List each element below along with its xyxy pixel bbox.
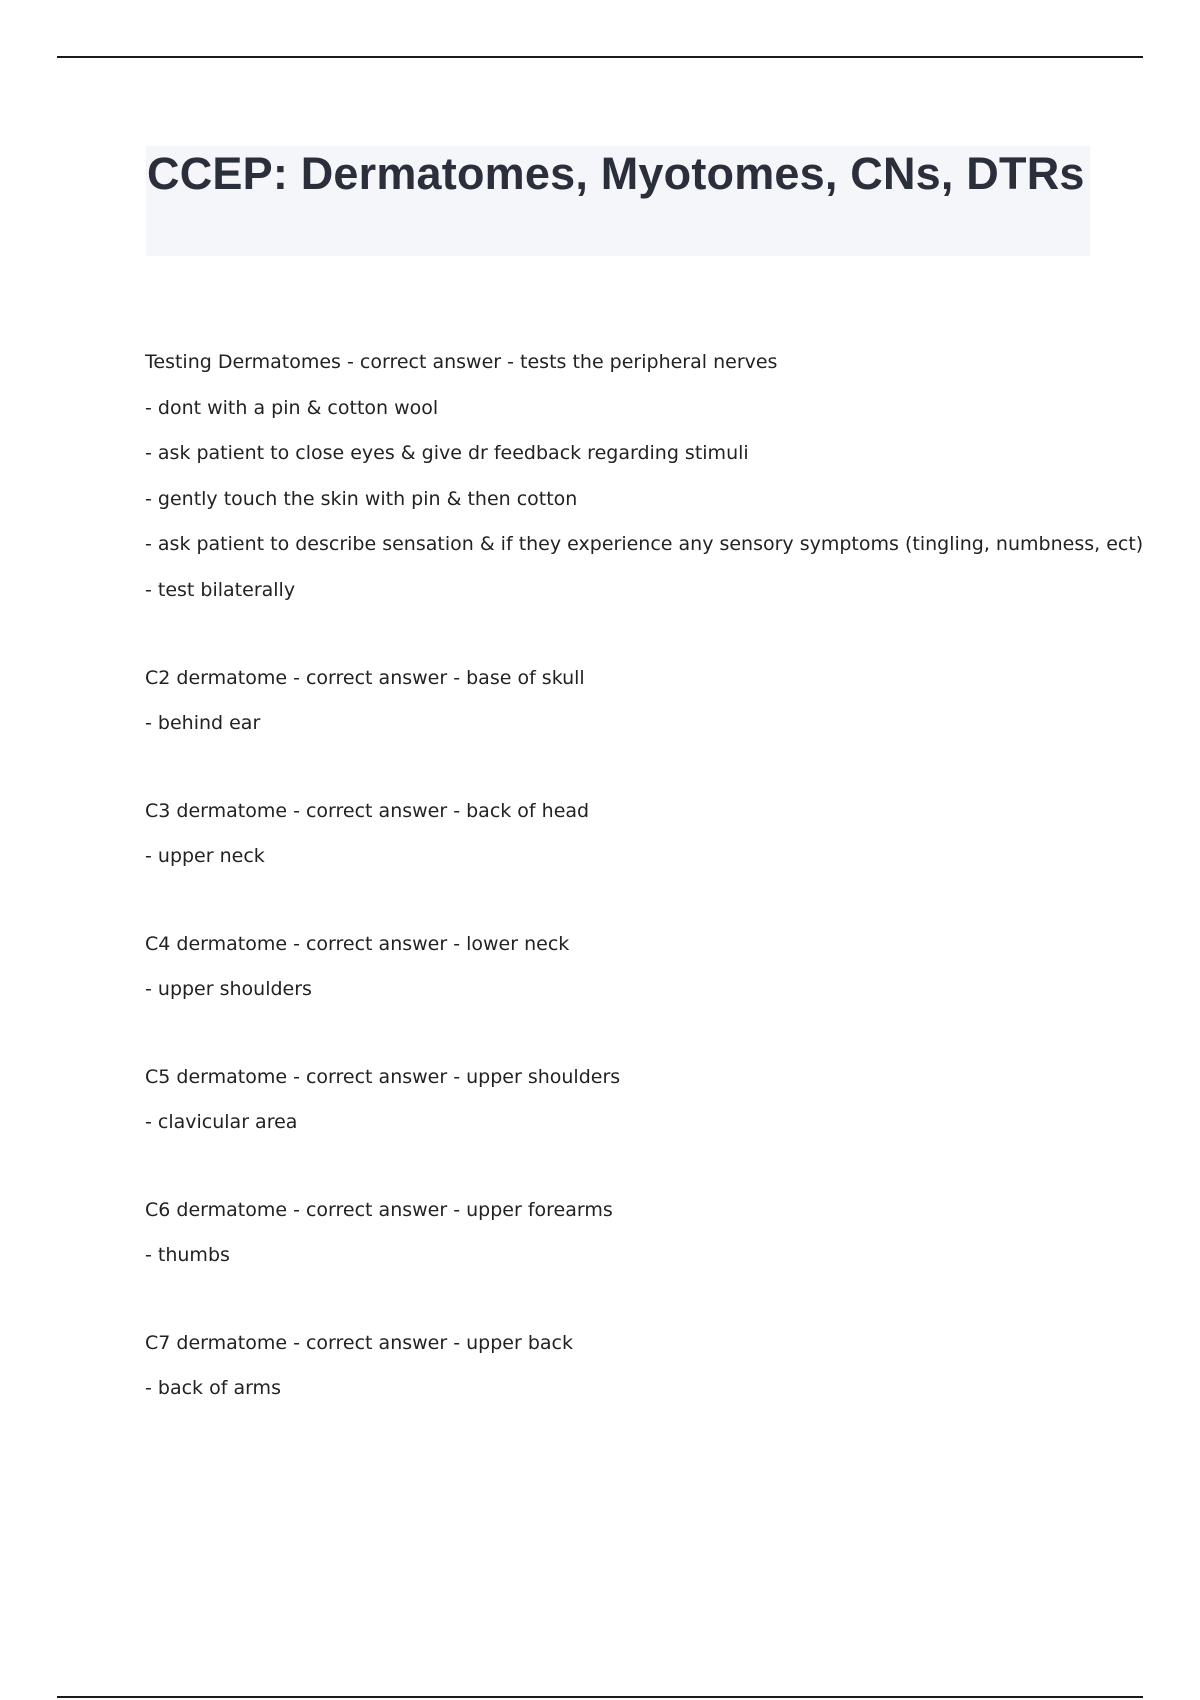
flashcard-entry — [145, 1321, 1105, 1411]
entry-answer-line: - behind ear — [145, 712, 261, 734]
entry-first-line — [145, 922, 1105, 967]
footer-rule — [57, 1696, 1143, 1698]
flashcard-entry — [145, 922, 1105, 1012]
entry-answer-line: - ask patient to close eyes & give dr feedback regarding stimuli — [145, 442, 749, 464]
entry-answer-line: - upper shoulders — [145, 978, 312, 1000]
flashcard-entry — [145, 656, 1105, 746]
entry-first-line — [145, 1188, 1105, 1233]
entry-separator: - correct answer - — [287, 1066, 467, 1088]
entry-answer-line: - back of arms — [145, 1377, 281, 1399]
header-rule — [57, 56, 1143, 58]
entry-answer-line: - upper neck — [145, 845, 265, 867]
entry-separator: - correct answer - — [287, 933, 467, 955]
entry-answer-line: - gently touch the skin with pin & then cotton — [145, 487, 578, 510]
entry-separator: - correct answer - — [287, 667, 467, 689]
flashcard-entry — [145, 789, 1105, 879]
entry-separator: - correct answer - — [287, 800, 467, 822]
entry-answer: lower neck — [466, 933, 570, 955]
entry-question: C2 dermatome — [145, 667, 288, 689]
entry-question: C7 dermatome — [145, 1332, 288, 1354]
entry-answer: back of head — [466, 800, 590, 822]
entry-question: Testing Dermatomes — [145, 351, 341, 373]
entry-first-line — [145, 340, 1105, 386]
entry-first-line — [145, 1321, 1105, 1366]
flashcard-entry — [145, 1055, 1105, 1145]
entry-first-line — [145, 656, 1105, 701]
entry-answer: tests the peripheral nerves — [520, 351, 778, 373]
entry-question: C4 dermatome — [145, 933, 288, 955]
entry-separator: - correct answer - — [340, 351, 521, 373]
entry-answer-line: - clavicular area — [145, 1111, 298, 1133]
page-title: CCEP: Dermatomes, Myotomes, CNs, DTRs — [147, 148, 1085, 199]
flashcard-entry — [145, 340, 1144, 613]
entry-answer: upper forearms — [466, 1199, 613, 1221]
flashcard-list — [145, 340, 1144, 1454]
entry-answer: base of skull — [466, 667, 585, 689]
entry-question: C5 dermatome — [145, 1066, 288, 1088]
flashcard-entry — [145, 1188, 1105, 1278]
entry-answer-line: - ask patient to describe sensation & if they experience any sensory symptoms (tingling, numbness, ect) — [145, 533, 1144, 555]
entry-question: C6 dermatome — [145, 1199, 288, 1221]
entry-first-line — [145, 789, 1105, 834]
entry-separator: - correct answer - — [287, 1332, 467, 1354]
entry-question: C3 dermatome — [145, 800, 288, 822]
entry-answer-line: - test bilaterally — [145, 578, 296, 601]
entry-answer: upper shoulders — [466, 1066, 621, 1088]
title-banner — [146, 146, 1090, 256]
entry-answer: upper back — [466, 1332, 573, 1354]
entry-separator: - correct answer - — [287, 1199, 467, 1221]
entry-answer-line: - thumbs — [145, 1244, 230, 1266]
entry-first-line — [145, 1055, 1105, 1100]
entry-answer-line: - dont with a pin & cotton wool — [145, 396, 439, 419]
